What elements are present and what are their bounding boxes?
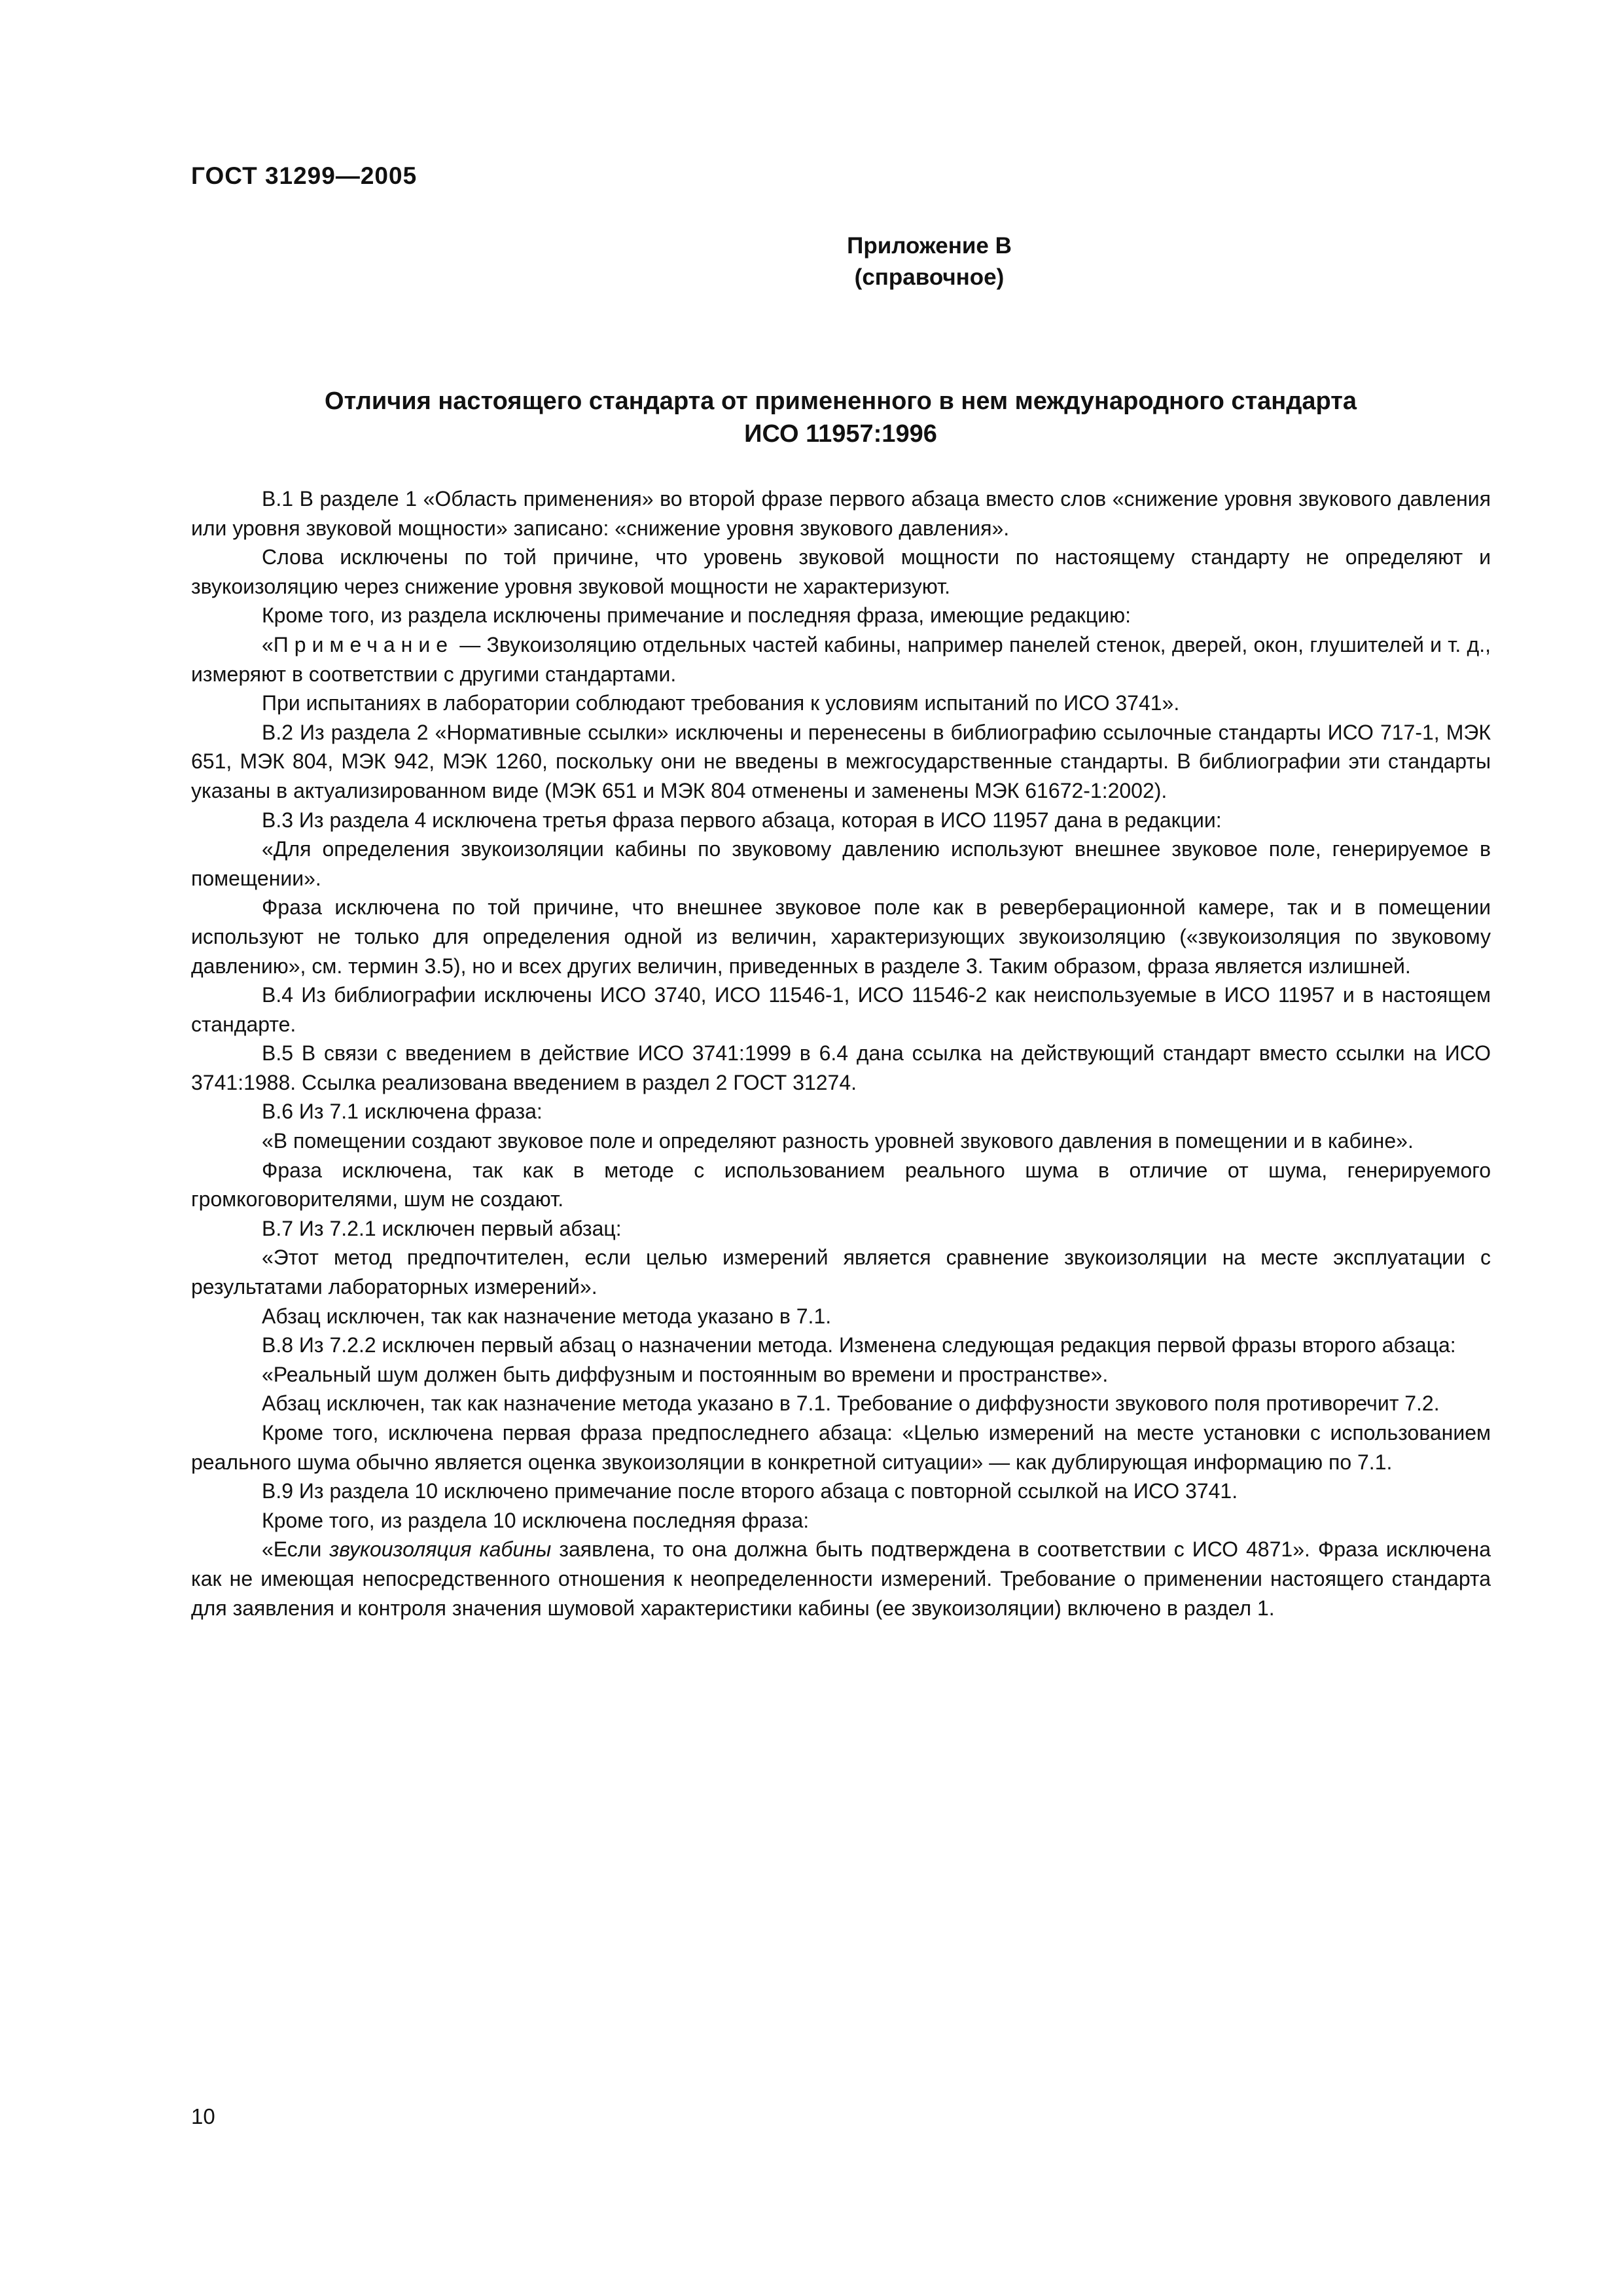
paragraph: Абзац исключен, так как назначение метода указано в 7.1. Требование о диффузности звукового поля противоречит 7.2. xyxy=(262,1391,1440,1416)
title-line-1: Отличия настоящего стандарта от примененного в нем международного стандарта xyxy=(325,387,1357,415)
final-text-rest: заявлена, то она должна быть подтверждена в соответствии с ИСО 4871». Фраза исключена как не имеющая непосредственного отношения к неопределенности измерений. Требование о применении настоящего стандарта для заявления и контроля значения шумовой характеристики кабины (ее звукоизоляции) включено в раздел 1. xyxy=(191,1537,1491,1620)
paragraph: В.4 Из библиографии исключены ИСО 3740, ИСО 11546-1, ИСО 11546-2 как неиспользуемые в ИСО 11957 и в настоящем стандарте. xyxy=(191,983,1491,1036)
note-open-quote: « xyxy=(262,632,274,656)
paragraph: В.2 Из раздела 2 «Нормативные ссылки» исключены и перенесены в библиографию ссылочные стандарты ИСО 717-1, МЭК 651, МЭК 804, МЭК 942, МЭК 1260, поскольку они не введены в межгосударственные стандарты. В библиографии эти стандарты указаны в актуализированном виде (МЭК 651 и МЭК 804 отменены и заменены МЭК 61672-1:2002). xyxy=(191,720,1491,802)
paragraph: Фраза исключена по той причине, что внешнее звуковое поле как в реверберационной камере, так и в помещении используют не только для определения одной из величин, характеризующих звукоизоляцию («звукоизоляция по звуковому давлению», см. термин 3.5), но и всех других величин, приведенных в разделе 3. Таким образом, фраза является излишней. xyxy=(191,895,1491,978)
appendix-heading xyxy=(0,230,1623,293)
document-header: ГОСТ 31299—2005 xyxy=(191,162,418,189)
title-line-2: ИСО 11957:1996 xyxy=(744,420,937,448)
paragraph: Кроме того, из раздела исключены примечание и последняя фраза, имеющие редакцию: xyxy=(262,603,1132,628)
final-text-italic: звукоизоляция кабины xyxy=(329,1537,552,1562)
paragraph: В.9 Из раздела 10 исключено примечание после второго абзаца с повторной ссылкой на ИСО 3741. xyxy=(262,1479,1238,1503)
paragraph: В.3 Из раздела 4 исключена третья фраза первого абзаца, которая в ИСО 11957 дана в редакции: xyxy=(262,808,1222,832)
paragraph: «В помещении создают звуковое поле и определяют разность уровней звукового давления в помещении и в кабине». xyxy=(262,1129,1414,1153)
paragraph: В.8 Из 7.2.2 исключен первый абзац о назначении метода. Изменена следующая редакция первой фразы второго абзаца: xyxy=(262,1333,1456,1357)
paragraph: Абзац исключен, так как назначение метода указано в 7.1. xyxy=(262,1304,832,1328)
paragraph: Слова исключены по той причине, что уровень звуковой мощности по настоящему стандарту не определяют и звукоизоляцию через снижение уровня звуковой мощности не характеризуют. xyxy=(191,545,1491,598)
paragraph: Кроме того, из раздела 10 исключена последняя фраза: xyxy=(262,1508,810,1532)
paragraph: В.5 В связи с введением в действие ИСО 3741:1999 в 6.4 дана ссылка на действующий стандарт вместо ссылки на ИСО 3741:1988. Ссылка реализована введением в раздел 2 ГОСТ 31274. xyxy=(191,1041,1491,1094)
page-number: 10 xyxy=(191,2104,215,2128)
paragraph-note xyxy=(191,630,1491,689)
note-text: — Звукоизоляцию отдельных частей кабины, например панелей стенок, дверей, окон, глушителей и т. д., измеряют в соответствии с другими стандартами. xyxy=(191,632,1491,686)
paragraph: В.7 Из 7.2.1 исключен первый абзац: xyxy=(262,1216,622,1240)
paragraph: В.6 Из 7.1 исключена фраза: xyxy=(262,1100,543,1124)
appendix-label: Приложение В xyxy=(847,233,1012,259)
document-body xyxy=(191,484,1491,1623)
paragraph: «Этот метод предпочтителен, если целью измерений является сравнение звукоизоляции на месте эксплуатации с результатами лабораторных измерений». xyxy=(191,1246,1491,1299)
appendix-title xyxy=(191,385,1490,450)
paragraph: В.1 В разделе 1 «Область применения» во второй фразе первого абзаца вместо слов «снижение уровня звукового давления или уровня звуковой мощности» записано: «снижение уровня звукового давления». xyxy=(191,487,1491,540)
paragraph: «Для определения звукоизоляции кабины по звуковому давлению используют внешнее звуковое поле, генерируемое в помещении». xyxy=(191,837,1491,890)
paragraph: Фраза исключена, так как в методе с использованием реального шума в отличие от шума, генерируемого громкоговорителями, шум не создают. xyxy=(191,1158,1491,1211)
paragraph: Кроме того, исключена первая фраза предпоследнего абзаца: «Целью измерений на месте установки с использованием реального шума обычно является оценка звукоизоляции в конкретной ситуации» — как дублирующая информацию по 7.1. xyxy=(191,1421,1491,1474)
final-text-start: «Если xyxy=(262,1537,330,1562)
paragraph: При испытаниях в лаборатории соблюдают требования к условиям испытаний по ИСО 3741». xyxy=(262,691,1180,715)
appendix-type: (справочное) xyxy=(854,264,1005,290)
paragraph-final xyxy=(191,1535,1491,1623)
note-label: Примечание xyxy=(273,632,454,656)
paragraph: «Реальный шум должен быть диффузным и постоянным во времени и пространстве». xyxy=(262,1362,1109,1386)
